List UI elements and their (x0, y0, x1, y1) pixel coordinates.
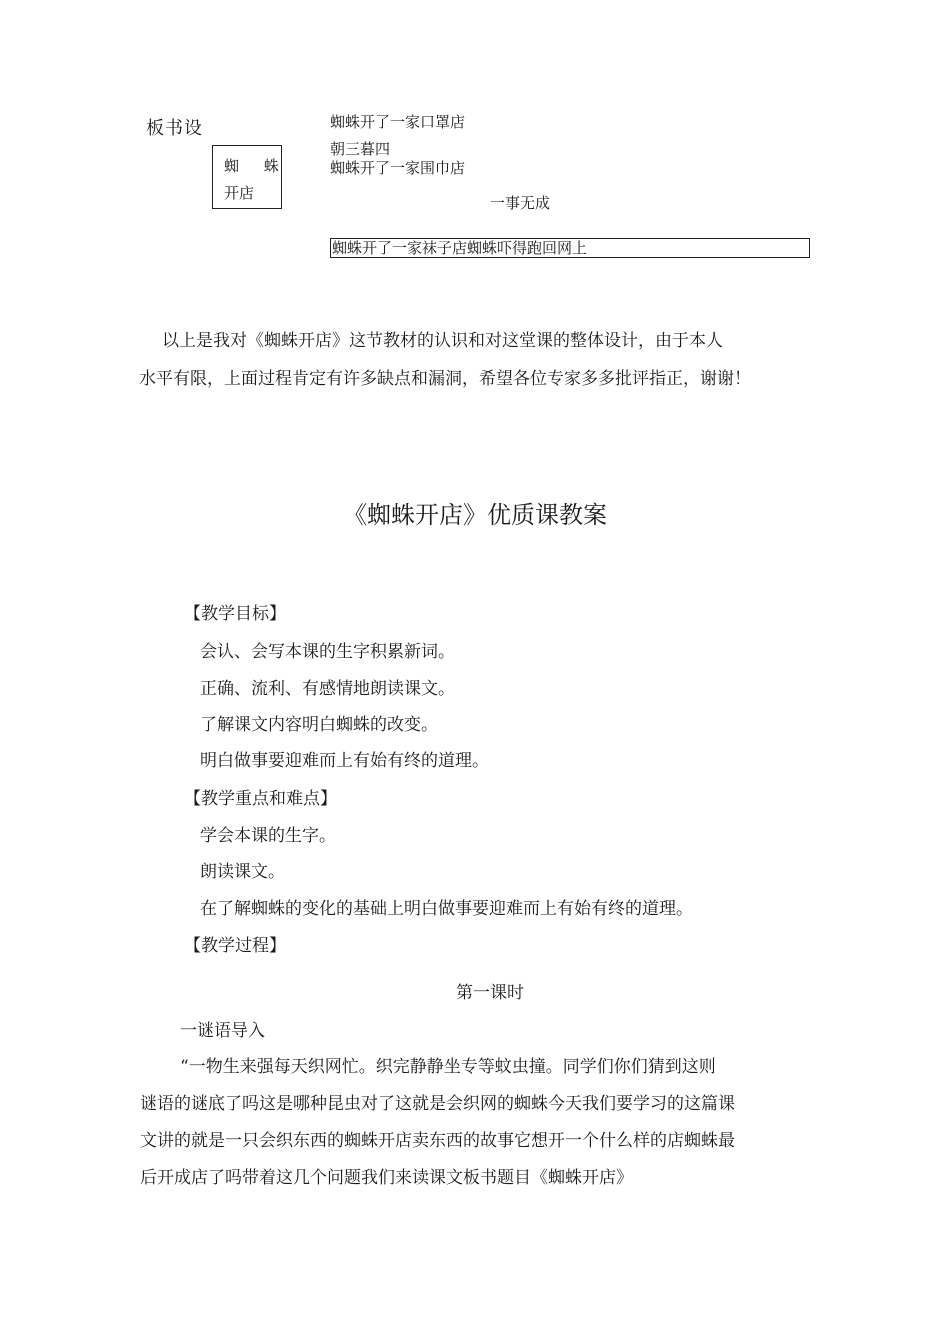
section-heading: 【教学重点和难点】 (184, 789, 337, 809)
document-title: 《蜘蛛开店》优质课教案 (343, 501, 607, 529)
list-item: 了解课文内容明白蜘蛛的改变。 (200, 715, 438, 735)
board-title-line2: 开店 (224, 184, 255, 202)
conclusion-line: 以上是我对《蜘蛛开店》这节教材的认识和对这堂课的整体设计，由于本人 (162, 331, 723, 351)
body-line: 文讲的就是一只会织东西的蜘蛛开店卖东西的故事它想开一个什么样的店蜘蛛最 (140, 1131, 735, 1151)
board-design-label: 板书设 (146, 118, 203, 139)
list-item: 学会本课的生字。 (200, 826, 336, 846)
board-line: 蜘蛛开了一家围巾店 (330, 159, 466, 177)
body-line: 后开成店了吗带着这几个问题我们来读课文板书题目《蜘蛛开店》 (140, 1168, 633, 1188)
board-line: 朝三暮四 (330, 140, 391, 158)
list-item: 朗读课文。 (200, 862, 285, 882)
list-item: 在了解蜘蛛的变化的基础上明白做事要迎难而上有始有终的道理。 (200, 899, 693, 919)
body-line: 谜语的谜底了吗这是哪种昆虫对了这就是会织网的蜘蛛今天我们要学习的这篇课 (140, 1094, 735, 1114)
section-heading: 【教学过程】 (184, 936, 286, 956)
board-boxed-line: 蜘蛛开了一家袜子店蜘蛛吓得跑回网上 (330, 238, 810, 258)
section-heading: 【教学目标】 (184, 604, 286, 624)
body-line: “一物生来强每天织网忙。织完静静坐专等蚊虫撞。同学们你们猜到这则 (180, 1057, 716, 1077)
conclusion-line: 水平有限，上面过程肯定有许多缺点和漏洞，希望各位专家多多批评指正，谢谢！ (139, 369, 751, 389)
list-item: 明白做事要迎难而上有始有终的道理。 (200, 751, 489, 771)
board-title-line1: 蜘 蛛 (224, 157, 289, 175)
board-line: 一事无成 (490, 194, 551, 212)
step-heading: 一谜语导入 (180, 1021, 265, 1041)
list-item: 会认、会写本课的生字积累新词。 (200, 642, 455, 662)
list-item: 正确、流利、有感情地朗读课文。 (200, 679, 455, 699)
lesson-title: 第一课时 (456, 983, 524, 1003)
board-line: 蜘蛛开了一家口罩店 (330, 113, 466, 131)
